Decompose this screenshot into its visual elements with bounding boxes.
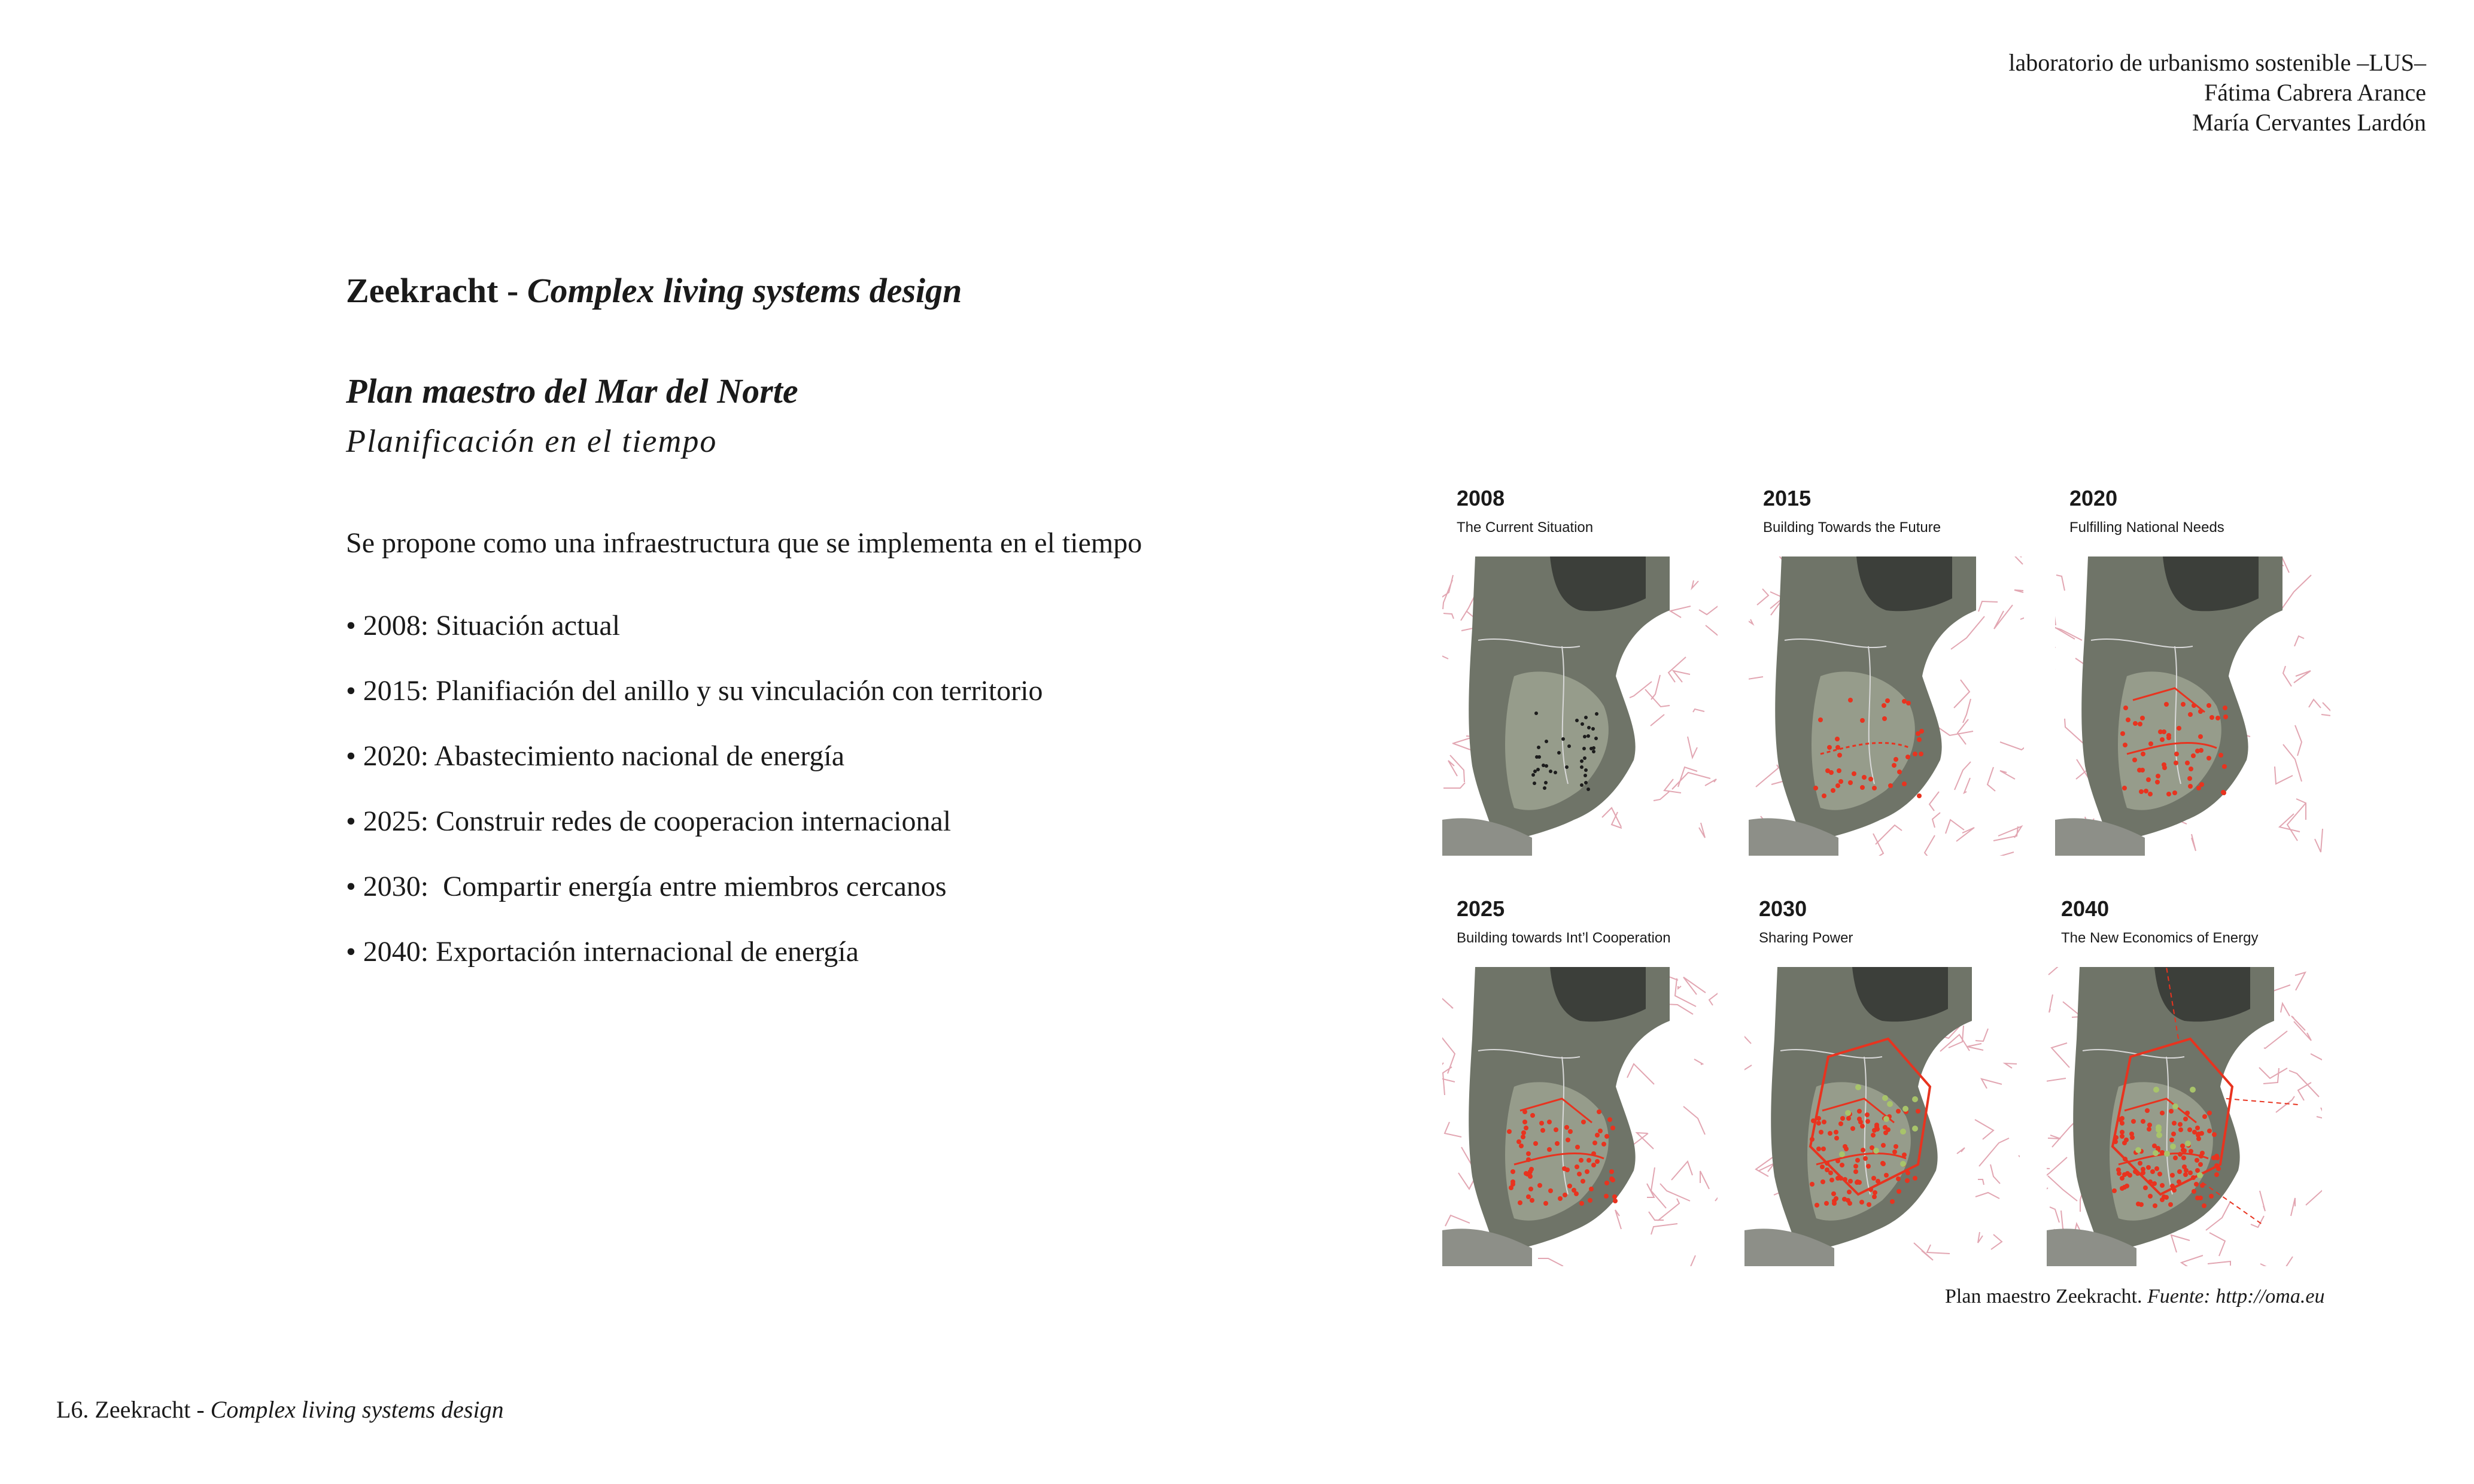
panel-caption: Building Towards the Future	[1763, 519, 1941, 536]
panel-caption: The New Economics of Energy	[2061, 930, 2259, 946]
section-subtitle: Planificación en el tiempo	[346, 423, 718, 459]
section-title: Plan maestro del Mar del Norte	[346, 372, 798, 410]
panel-year: 2030	[1759, 896, 1807, 921]
panel-year: 2040	[2061, 896, 2110, 921]
page-title	[346, 270, 962, 311]
north-sea-map	[2047, 967, 2322, 1266]
panel-year: 2025	[1457, 896, 1505, 921]
panel-caption: Sharing Power	[1759, 930, 1853, 946]
footer-italic: Complex living systems design	[210, 1396, 504, 1423]
page-title-bold: Zeekracht -	[346, 271, 527, 310]
north-sea-map	[2055, 556, 2330, 856]
header-line-author-2: María Cervantes Lardón	[2192, 109, 2426, 136]
map-panel	[1749, 479, 2030, 862]
page-footer	[56, 1395, 504, 1424]
timeline-item-2015: • 2015: Planifiación del anillo y su vinculación con territorio	[346, 675, 1043, 707]
north-sea-map	[1442, 556, 1718, 856]
panel-year: 2008	[1457, 486, 1505, 510]
north-sea-map	[1442, 967, 1718, 1266]
map-panel	[1744, 889, 2026, 1272]
masterplan-figure	[1442, 479, 2340, 1281]
map-panel	[1442, 889, 1724, 1272]
timeline-item-2020: • 2020: Abastecimiento nacional de energía	[346, 740, 844, 772]
page-title-italic: Complex living systems design	[527, 271, 962, 310]
timeline-item-2008: • 2008: Situación actual	[346, 610, 621, 641]
timeline-item-2025: • 2025: Construir redes de cooperacion internacional	[346, 805, 952, 837]
panel-year: 2020	[2069, 486, 2118, 510]
timeline-list	[346, 609, 1043, 1001]
header-line-author-1: Fátima Cabrera Arance	[2204, 79, 2426, 106]
north-sea-map	[1744, 967, 2020, 1266]
header-credits	[2008, 48, 2426, 138]
panel-caption: Building towards Int’l Cooperation	[1457, 930, 1671, 946]
figure-caption-main: Plan maestro Zeekracht.	[1945, 1285, 2147, 1307]
map-panel	[1442, 479, 1724, 862]
map-panel	[2047, 889, 2328, 1272]
map-panel	[2055, 479, 2336, 862]
timeline-item-2030: • 2030: Compartir energía entre miembros cercanos	[346, 871, 947, 902]
north-sea-map	[1749, 556, 2024, 856]
timeline-item-2040: • 2040: Exportación internacional de energía	[346, 936, 859, 968]
figure-caption-source: Fuente: http://oma.eu	[2147, 1285, 2325, 1307]
panel-year: 2015	[1763, 486, 1812, 510]
figure-caption	[1945, 1285, 2324, 1308]
header-line-lab: laboratorio de urbanismo sostenible –LUS–	[2008, 49, 2426, 76]
panel-caption: Fulfilling National Needs	[2069, 519, 2224, 536]
intro-text: Se propone como una infraestructura que se implementa en el tiempo	[346, 527, 1142, 559]
footer-prefix: L6. Zeekracht -	[56, 1396, 211, 1423]
panel-caption: The Current Situation	[1457, 519, 1594, 536]
